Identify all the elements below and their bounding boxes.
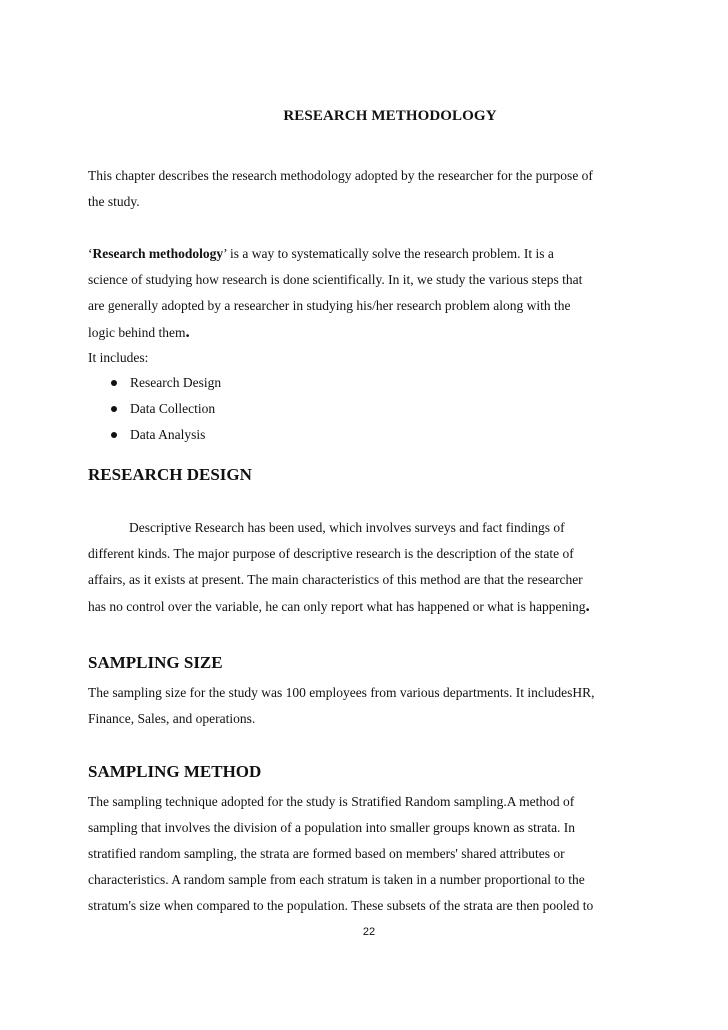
list-item <box>111 401 215 417</box>
definition-line: are generally adopted by a researcher in studying his/her research problem along with the <box>88 298 571 313</box>
section-heading-sampling-method: SAMPLING METHOD <box>88 762 262 781</box>
definition-term: Research methodology <box>92 246 224 261</box>
open-quote: ‘ <box>88 246 93 261</box>
definition-line-rest: ’ is a way to systematically solve the research problem. It is a <box>223 246 554 261</box>
definition-period: . <box>185 322 190 341</box>
definition-line-text: logic behind them <box>88 325 186 340</box>
page-number: 22 <box>362 926 376 938</box>
research-design-line: Descriptive Research has been used, which involves surveys and fact findings of <box>129 520 565 535</box>
includes-label: It includes: <box>88 350 149 365</box>
research-design-period: . <box>585 596 590 615</box>
list-item <box>111 427 205 443</box>
page-title: RESEARCH METHODOLOGY <box>283 108 497 124</box>
intro-line: This chapter describes the research methodology adopted by the researcher for the purpose of <box>88 168 593 183</box>
bullet-icon <box>111 432 117 438</box>
sampling-size-line: The sampling size for the study was 100 employees from various departments. It includesHR, <box>88 685 595 700</box>
research-design-line: affairs, as it exists at present. The main characteristics of this method are that the researcher <box>88 572 583 587</box>
list-item-label: Research Design <box>130 375 222 390</box>
sampling-method-line: characteristics. A random sample from each stratum is taken in a number proportional to the <box>88 872 585 887</box>
research-design-line <box>88 598 590 615</box>
bullet-icon <box>111 380 117 386</box>
list-item-label: Data Analysis <box>130 427 206 442</box>
sampling-method-line: sampling that involves the division of a population into smaller groups known as strata. In <box>88 820 576 835</box>
definition-line <box>88 246 554 262</box>
sampling-method-line: stratified random sampling, the strata are formed based on members' shared attributes or <box>88 846 565 861</box>
list-item-label: Data Collection <box>130 401 216 416</box>
research-design-line: different kinds. The major purpose of descriptive research is the description of the state of <box>88 546 574 561</box>
bullet-icon <box>111 406 117 412</box>
intro-line: the study. <box>88 194 140 209</box>
section-heading-sampling-size: SAMPLING SIZE <box>88 653 223 672</box>
definition-line: science of studying how research is done scientifically. In it, we study the various steps that <box>88 272 583 287</box>
sampling-method-line: stratum's size when compared to the population. These subsets of the strata are then pooled to <box>88 898 594 913</box>
research-design-text: has no control over the variable, he can only report what has happened or what is happening <box>88 599 586 614</box>
sampling-size-line: Finance, Sales, and operations. <box>88 711 256 726</box>
list-item <box>111 375 221 391</box>
sampling-method-line: The sampling technique adopted for the study is Stratified Random sampling.A method of <box>88 794 575 809</box>
definition-line <box>88 324 190 341</box>
section-heading-research-design: RESEARCH DESIGN <box>88 465 252 484</box>
